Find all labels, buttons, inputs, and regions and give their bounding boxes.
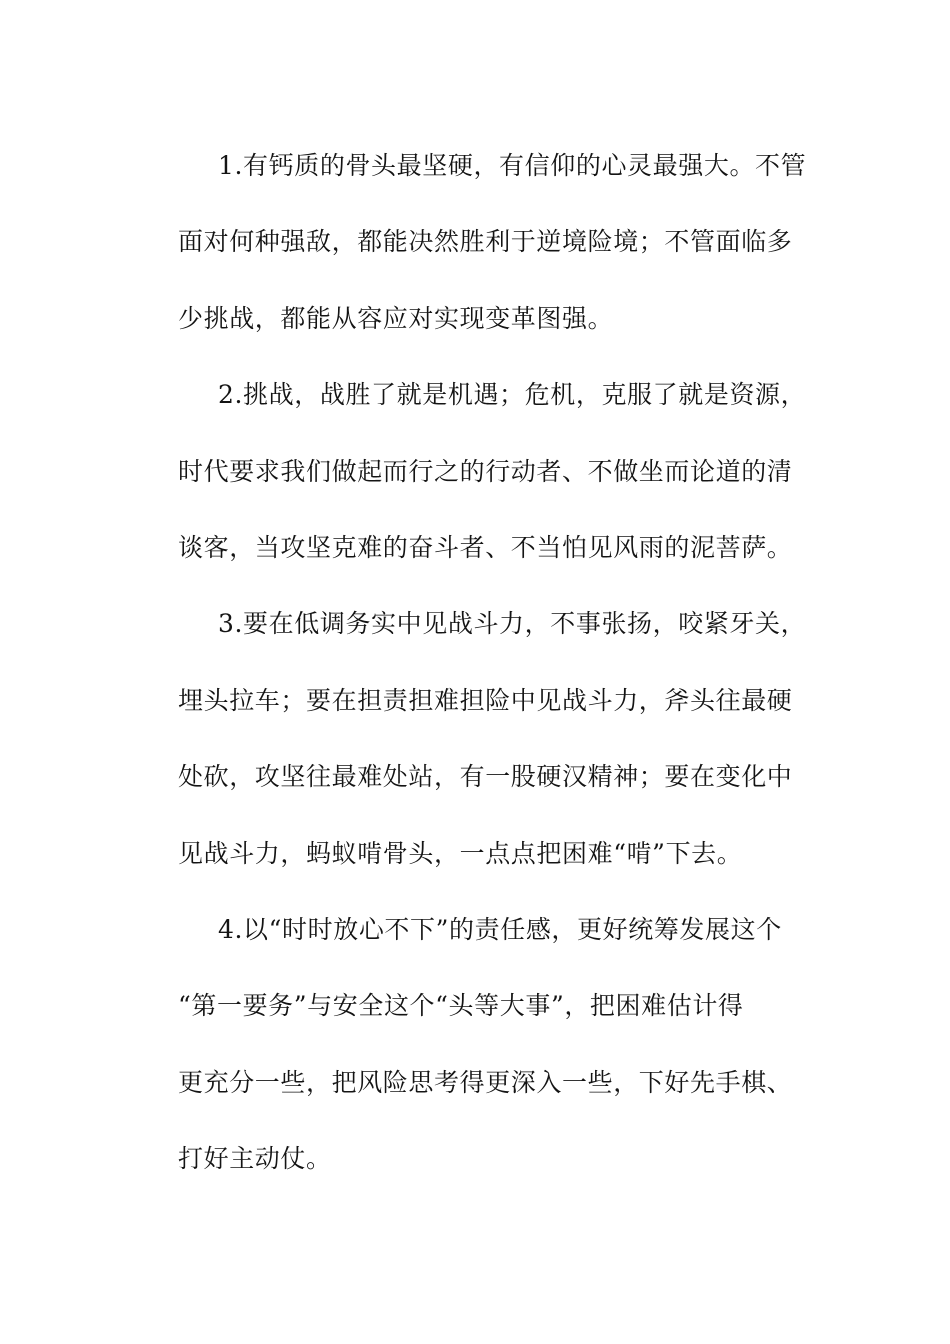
paragraph-line: “第一要务”与安全这个“头等大事”，把困难估计得 bbox=[178, 991, 744, 1021]
paragraph-line: 3.要在低调务实中见战斗力，不事张扬，咬紧牙关， bbox=[218, 609, 807, 639]
paragraph-line: 2.挑战，战胜了就是机遇；危机，克服了就是资源， bbox=[218, 380, 807, 410]
paragraph-line: 时代要求我们做起而行之的行动者、不做坐而论道的清 bbox=[178, 456, 793, 486]
paragraph-line: 处砍，攻坚往最难处站，有一股硬汉精神；要在变化中 bbox=[178, 762, 793, 792]
paragraph-line: 少挑战，都能从容应对实现变革图强。 bbox=[178, 303, 614, 333]
paragraph-line: 更充分一些，把风险思考得更深入一些，下好先手棋、 bbox=[178, 1067, 793, 1097]
paragraph-line: 谈客，当攻坚克难的奋斗者、不当怕见风雨的泥菩萨。 bbox=[178, 532, 793, 562]
paragraph-1 bbox=[178, 128, 808, 357]
paragraph-line: 4.以“时时放心不下”的责任感，更好统筹发展这个 bbox=[218, 914, 782, 944]
paragraph-line: 打好主动仗。 bbox=[178, 1144, 332, 1174]
paragraph-4 bbox=[178, 892, 808, 1198]
paragraph-line: 面对何种强敌，都能决然胜利于逆境险境；不管面临多 bbox=[178, 227, 793, 257]
paragraph-line: 见战斗力，蚂蚁啃骨头，一点点把困难“啃”下去。 bbox=[178, 838, 743, 868]
paragraph-line: 埋头拉车；要在担责担难担险中见战斗力，斧头往最硬 bbox=[178, 685, 793, 715]
paragraph-2 bbox=[178, 357, 808, 586]
paragraph-line: 1.有钙质的骨头最坚硬，有信仰的心灵最强大。不管 bbox=[218, 151, 807, 180]
paragraph-3 bbox=[178, 586, 808, 892]
document-body bbox=[178, 128, 808, 1197]
